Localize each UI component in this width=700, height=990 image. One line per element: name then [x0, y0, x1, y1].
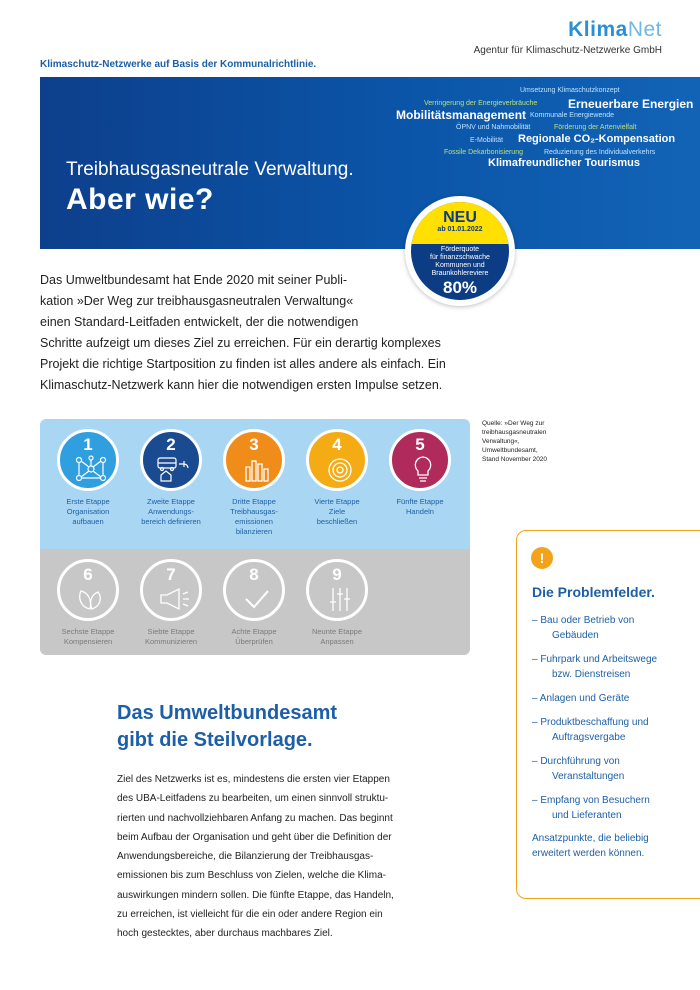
keyword: ÖPNV und Nahmobilität — [456, 124, 531, 131]
badge-line: für finanzschwache — [430, 254, 490, 261]
step-label-line: Neunte Etappe — [311, 627, 363, 636]
section-body — [117, 770, 429, 944]
step-label-line: Treibhausgas- — [230, 507, 278, 516]
checkmark-icon — [240, 585, 274, 613]
hero-banner — [40, 77, 700, 249]
warning-icon: ! — [531, 547, 553, 569]
keyword: Kommunale Energiewende — [530, 112, 615, 119]
intro-line: kation »Der Weg zur treibhausgasneutralen Verwaltung« — [40, 294, 354, 308]
intro-line: Klimaschutz-Netzwerk kann hier die notwendigen ersten Impulse setzen. — [40, 378, 443, 392]
bar-chart-icon — [240, 455, 274, 483]
step-number: 6 — [83, 565, 93, 584]
step-label-line: beschließen — [316, 517, 358, 526]
footer-line: Ansatzpunkte, die beliebig — [532, 833, 649, 844]
heading-line: gibt die Steilvorlage. — [117, 729, 313, 751]
keyword: Reduzierung des Individualverkehrs — [544, 149, 656, 156]
heading-line: Das Umweltbundesamt — [117, 702, 338, 724]
step-label-line: Achte Etappe — [231, 627, 277, 636]
list-item: – Durchführung von Veranstaltungen — [532, 756, 625, 782]
step-label-line: Organisation — [66, 507, 110, 516]
intro-paragraph — [40, 270, 500, 396]
body-line: emissionen bis zum Beschluss von Zielen, welche die Klima- — [117, 870, 387, 882]
intro-line: Schritte aufzeigt um dieses Ziel zu erreichen. Für ein derartig komplexes — [40, 336, 441, 350]
badge-new: NEU — [443, 209, 477, 226]
keyword: Verringerung der Energieverbräuche — [424, 100, 538, 107]
step-number: 1 — [83, 435, 93, 454]
keyword: E-Mobilität — [470, 137, 504, 144]
step-7 — [131, 559, 211, 647]
step-8 — [214, 559, 294, 647]
steps-panel — [40, 419, 470, 655]
step-number: 9 — [332, 565, 342, 584]
leaves-icon — [74, 585, 108, 613]
source-line: Umweltbundesamt, — [482, 447, 538, 454]
bus-plug-icon — [157, 455, 191, 483]
keyword: Fossile Dekarbonisierung — [444, 149, 523, 156]
step-label-line: Zweite Etappe — [147, 497, 195, 506]
target-icon — [323, 455, 357, 483]
footer-line: erweitert werden können. — [532, 848, 645, 859]
step-label-line: aufbauen — [72, 517, 104, 526]
intro-line: einen Standard-Leitfaden entwickelt, der die notwendigen — [40, 315, 359, 329]
body-line: des UBA-Leitfadens zu bearbeiten, um einen sinnvoll struktu- — [117, 793, 389, 805]
keyword: Regionale CO₂-Kompensation — [518, 133, 676, 145]
step-label-line: Sechste Etappe — [61, 627, 115, 636]
keyword: Umsetzung Klimaschutzkonzept — [520, 87, 620, 94]
list-item: – Fuhrpark und Arbeitswege bzw. Dienstreisen — [532, 654, 658, 680]
step-5 — [380, 429, 460, 517]
badge-line: Förderquote — [440, 246, 480, 253]
step-label-line: Überprüfen — [235, 637, 273, 646]
step-label-line: Handeln — [406, 507, 434, 516]
step-label-line: Anwendungs- — [148, 507, 194, 516]
list-item: – Bau oder Betrieb von Gebäuden — [532, 615, 635, 641]
badge-line: Braunkohlereviere — [431, 270, 489, 277]
step-6 — [48, 559, 128, 647]
step-label-line: Fünfte Etappe — [396, 497, 444, 506]
list-item: – Produktbeschaffung und Auftragsvergabe — [532, 717, 649, 743]
step-label-line: Kommunizieren — [144, 637, 198, 646]
step-label-line: Kompensieren — [63, 637, 113, 646]
step-3 — [214, 429, 294, 537]
source-line: Stand November 2020 — [482, 456, 548, 463]
step-2 — [131, 429, 211, 527]
step-circle — [389, 429, 451, 491]
network-icon — [74, 455, 108, 483]
step-label-line: bilanzieren — [235, 527, 273, 536]
body-line: zu erreichen, ist vielleicht für die ein oder andere Region ein — [117, 909, 383, 921]
step-circle — [57, 559, 119, 621]
list-item: – Anlagen und Geräte — [532, 693, 630, 704]
klimanet-logo — [568, 18, 662, 42]
step-number: 8 — [249, 565, 259, 584]
step-label-line: bereich definieren — [141, 517, 201, 526]
step-circle — [223, 429, 285, 491]
source-line: Quelle: »Der Weg zur — [482, 420, 545, 427]
keyword: Klimafreundlicher Tourismus — [488, 157, 640, 169]
step-4 — [297, 429, 377, 527]
step-label-line: Vierte Etappe — [314, 497, 360, 506]
step-circle — [57, 429, 119, 491]
logo-main: Klima — [568, 18, 628, 41]
section-heading — [117, 700, 337, 754]
keyword: Mobilitätsmanagement — [396, 108, 527, 122]
banner-title: Treibhausgasneutrale Verwaltung. — [66, 159, 354, 180]
logo-subtitle: Agentur für Klimaschutz-Netzwerke GmbH — [473, 45, 662, 56]
step-label-line: Siebte Etappe — [147, 627, 195, 636]
step-label-line: Dritte Etappe — [232, 497, 276, 506]
step-circle — [223, 559, 285, 621]
megaphone-icon — [157, 585, 191, 613]
intro-line: Das Umweltbundesamt hat Ende 2020 mit seiner Publi- — [40, 273, 348, 287]
step-number: 4 — [332, 435, 342, 454]
body-line: Ziel des Netzwerks ist es, mindestens die ersten vier Etappen — [117, 774, 390, 785]
keyword: Erneuerbare Energien — [568, 97, 694, 111]
tagline: Klimaschutz-Netzwerke auf Basis der Kommunalrichtlinie. — [40, 59, 317, 70]
problem-list — [532, 613, 692, 832]
step-label-line: Ziele — [328, 507, 346, 516]
step-label-line: emissionen — [235, 517, 273, 526]
lightbulb-icon — [406, 455, 440, 483]
source-line: treibhausgasneutralen — [482, 429, 547, 436]
problem-fields-box — [516, 530, 700, 899]
banner-subtitle: Aber wie? — [66, 183, 214, 216]
problem-title: Die Problemfelder. — [532, 584, 655, 600]
step-circle — [306, 559, 368, 621]
source-line: Verwaltung«, — [482, 438, 520, 445]
step-circle — [140, 559, 202, 621]
badge-date: ab 01.01.2022 — [437, 226, 483, 233]
keyword: Förderung der Artenvielfalt — [554, 124, 637, 131]
body-line: Anwendungsbereiche, die Bilanzierung der Treibhausgas- — [117, 851, 374, 863]
badge-line: Kommunen und — [435, 262, 485, 269]
sliders-icon — [323, 585, 357, 613]
step-number: 3 — [249, 435, 259, 454]
body-line: auswirkungen mindern sollen. Die fünfte Etappe, das Handeln, — [117, 889, 394, 901]
intro-line: Projekt die richtige Startposition zu finden ist alles andere als einfach. Ein — [40, 357, 446, 371]
problem-footer — [532, 831, 692, 861]
body-line: rierten und nachvollziehbaren Anfang zu machen. Das beginnt — [117, 812, 393, 824]
step-label-line: Erste Etappe — [66, 497, 110, 506]
step-number: 2 — [166, 435, 176, 454]
step-9 — [297, 559, 377, 647]
step-circle — [140, 429, 202, 491]
list-item: – Empfang von Besuchern und Lieferanten — [532, 795, 650, 821]
step-number: 7 — [166, 565, 176, 584]
body-line: hoch gestecktes, aber durchaus machbares Ziel. — [117, 928, 333, 940]
badge-percent: 80% — [442, 278, 478, 297]
step-circle — [306, 429, 368, 491]
step-number: 5 — [415, 435, 425, 454]
logo-accent: Net — [627, 18, 662, 41]
step-label-line: Anpassen — [320, 637, 354, 646]
source-note — [482, 419, 564, 464]
step-1 — [48, 429, 128, 527]
body-line: beim Aufbau der Organisation und geht über die Definition der — [117, 831, 392, 843]
